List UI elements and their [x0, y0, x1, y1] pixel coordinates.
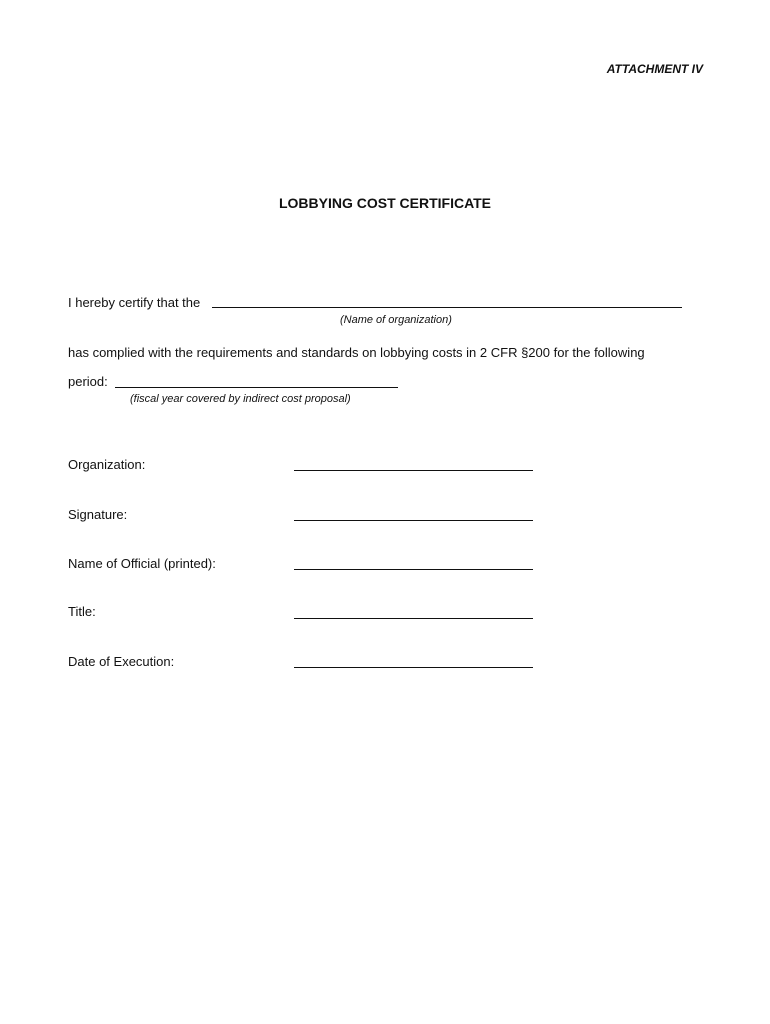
document-title: LOBBYING COST CERTIFICATE — [278, 195, 492, 211]
date-of-execution-line[interactable] — [294, 667, 533, 668]
period-label: period: — [68, 374, 108, 389]
signature-line[interactable] — [294, 520, 533, 521]
compliance-text: has complied with the requirements and standards on lobbying costs in 2 CFR §200 for the following — [68, 345, 645, 360]
official-name-label: Name of Official (printed): — [68, 556, 216, 571]
title-label: Title: — [68, 604, 96, 619]
signature-label: Signature: — [68, 507, 128, 522]
period-line[interactable] — [115, 387, 398, 388]
title-line[interactable] — [294, 618, 533, 619]
period-caption: (fiscal year covered by indirect cost proposal) — [130, 393, 351, 405]
organization-signature-line[interactable] — [294, 470, 533, 471]
certify-prefix: I hereby certify that the — [68, 295, 201, 310]
organization-name-line[interactable] — [212, 307, 682, 308]
official-name-line[interactable] — [294, 569, 533, 570]
attachment-label: ATTACHMENT IV — [606, 62, 703, 76]
date-of-execution-label: Date of Execution: — [68, 654, 175, 669]
organization-caption: (Name of organization) — [340, 314, 452, 326]
organization-label: Organization: — [68, 457, 146, 472]
